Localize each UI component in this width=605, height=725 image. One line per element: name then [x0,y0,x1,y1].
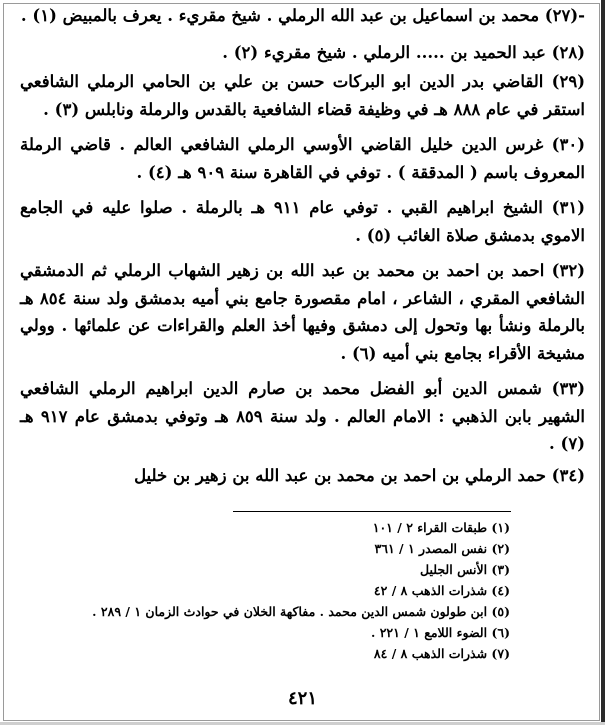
footnote-1: (١) طبقات القراء ٢ / ١٠١ [372,520,510,535]
entry-32: (٣٢) احمد بن احمد بن محمد بن عبد الله بن زهير الشهاب الرملي ثم الدمشقي الشافعي المقري ، الشاعر ، امام مقصورة جامع بني أميه بدمشق ولد سنة ٨٥٤ هـ بالرملة ونشأ بها وتحول إلى دمشق وفيها أخذ العلم والقراءات عن علمائها . وولي مشيخة الأقراء بجامع بني أميه (٦) . [20,261,586,363]
entry-33: (٣٣) شمس الدين أبو الفضل محمد بن صارم الدين ابراهيم الرملي الشافعي الشهير بابن الذهبي : الامام العالم . ولد سنة ٨٥٩ هـ وتوفي بدمشق عام ٩١٧ هـ (٧) . [20,379,585,453]
footnote-5: (٥) ابن طولون شمس الدين محمد . مفاكهة الخلان في حوادث الزمان ١ / ٢٨٩ . [92,604,510,619]
entry-30: (٣٠) غرس الدين خليل القاضي الأوسي الرملي الشافعي العالم . قاضي الرملة المعروف باسم ( المدققة ) . توفي في القاهرة سنة ٩٠٩ هـ (٤) . [20,135,585,182]
entry-34: (٣٤) حمد الرملي بن احمد بن محمد بن عبد الله بن زهير بن خليل [134,465,585,485]
entry-31: (٣١) الشيخ ابراهيم القبي . توفي عام ٩١١ هـ بالرملة . صلوا عليه في الجامع الاموي بدمشق صلاة الغائب (٥) . [20,198,585,245]
footnote-2: (٢) نفس المصدر ١ / ٣٦١ [374,541,510,556]
document-page [20,2,585,489]
window-edge [601,0,605,725]
footnote-7: (٧) شذرات الذهب ٨ / ٨٤ [373,646,510,661]
footnote-3: (٣) الأنس الجليل [419,562,510,577]
entry-27: -(٢٧) محمد بن اسماعيل بن عبد الله الرملي . شيخ مقريء . يعرف بالمبيض (١) . [20,6,585,25]
entry-28: (٢٨) عبد الحميد بن ..... الرملي . شيخ مقريء (٢) . [222,42,585,62]
footnote-separator [233,511,511,512]
page-number: ٤٢١ [287,688,317,709]
footnote-4: (٤) شذرات الذهب ٨ / ٤٢ [373,583,510,598]
entry-29: (٢٩) القاضي بدر الدين ابو البركات حسن بن علي بن الحامي الرملي الشافعي استقر في عام ٨٨٨ هـ في وظيفة قضاء الشافعية بالقدس والرملة ونابلس (٣) . [20,72,585,119]
footnotes [92,517,510,664]
footnote-6: (٦) الضوء اللامع ١ / ٢٢١ . [370,625,510,640]
